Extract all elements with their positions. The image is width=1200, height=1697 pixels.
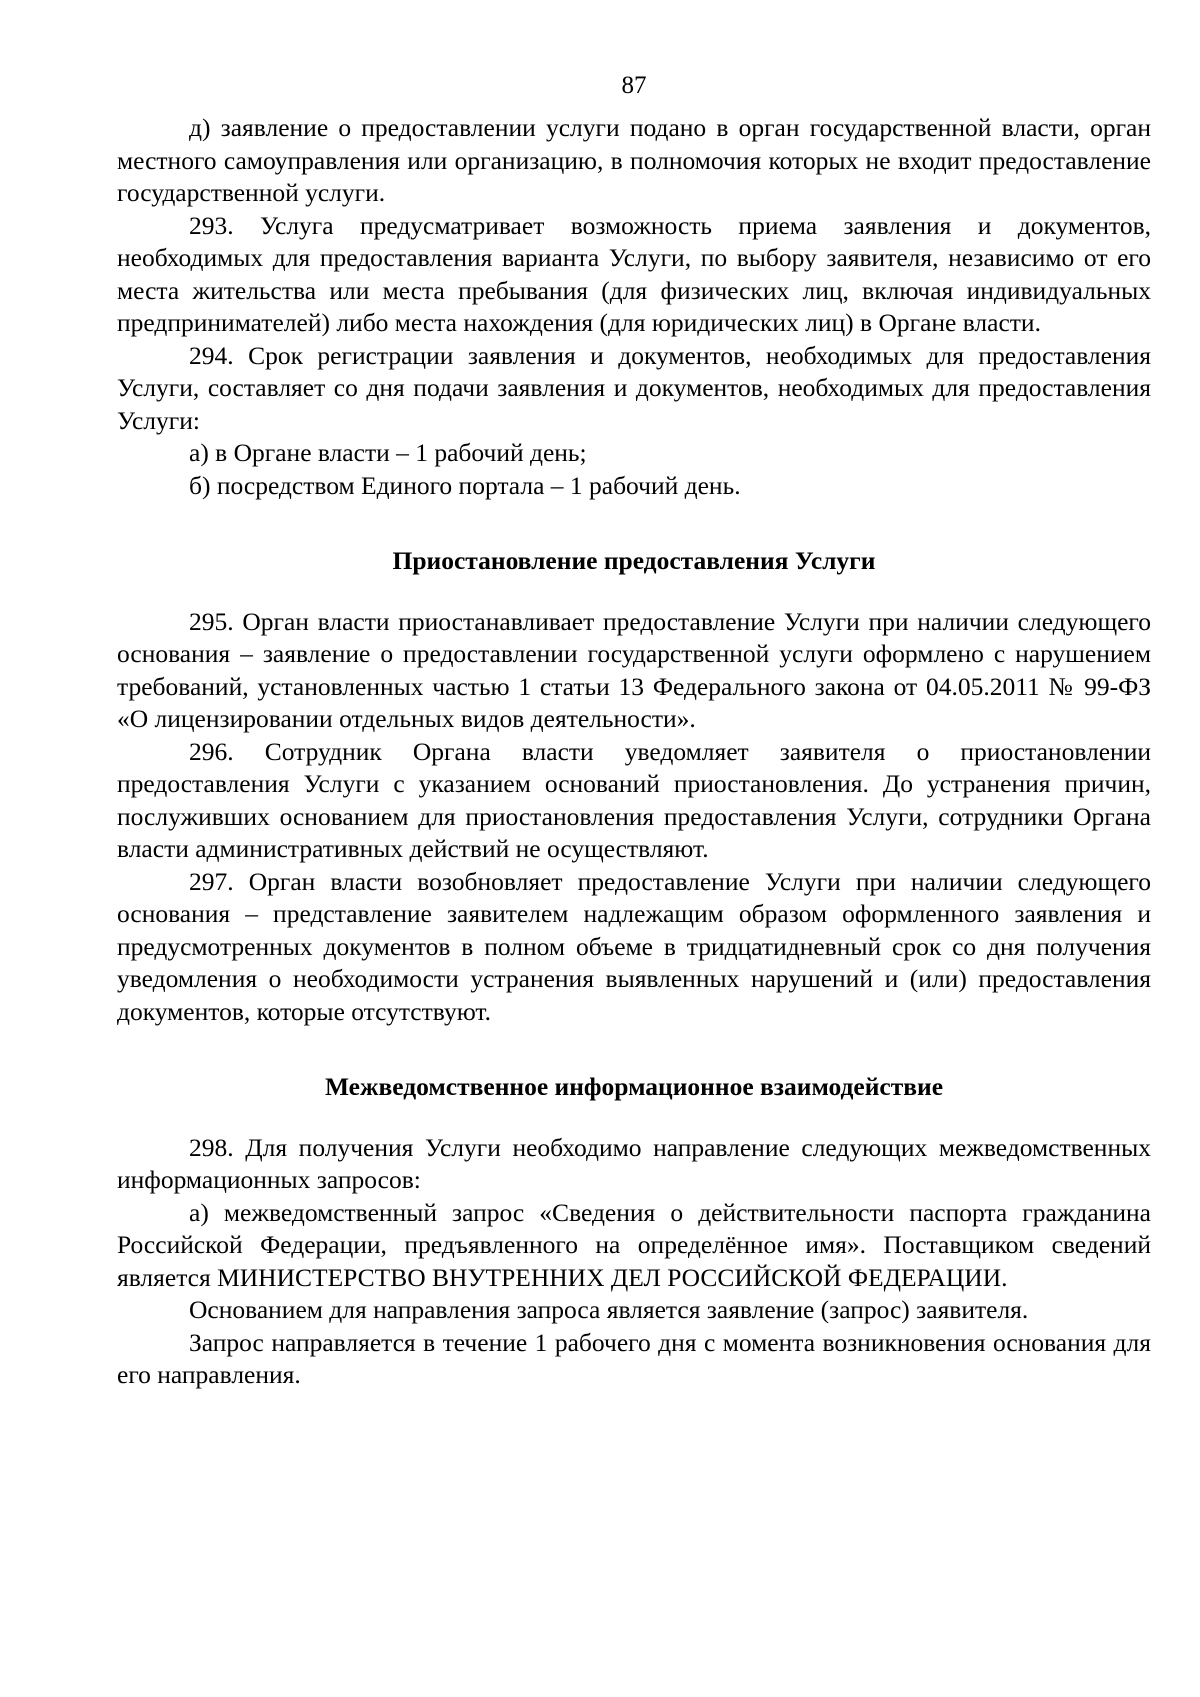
paragraph-294-b: б) посредством Единого портала – 1 рабочий день. bbox=[189, 470, 741, 500]
paragraph-296: 296. Сотрудник Органа власти уведомляет заявителя о приостановлении предоставления Услуги с указанием оснований приостановления. До устранения причин, послуживших основанием для приостановления предоставления Услуги, сотрудники Органа власти административных действий не осуществляют. bbox=[117, 736, 1151, 863]
document-page bbox=[117, 70, 1151, 1392]
section-heading-interagency: Межведомственное информационное взаимодействие bbox=[324, 1072, 944, 1101]
paragraph-298: 298. Для получения Услуги необходимо направление следующих межведомственных информационных запросов: bbox=[117, 1132, 1151, 1194]
paragraph-294: 294. Срок регистрации заявления и документов, необходимых для предоставления Услуги, составляет со дня подачи заявления и документов, необходимых для предоставления Услуги: bbox=[117, 340, 1151, 435]
spacer bbox=[117, 502, 1151, 545]
paragraph-d: д) заявление о предоставлении услуги подано в орган государственной власти, орган местного самоуправления или организацию, в полномочия которых не входит предоставление государственной услуги. bbox=[117, 113, 1151, 207]
section-heading-suspension: Приостановление предоставления Услуги bbox=[392, 546, 876, 575]
paragraph-294-a: а) в Органе власти – 1 рабочий день; bbox=[189, 438, 587, 467]
paragraph-298-a: а) межведомственный запрос «Сведения о действительности паспорта гражданина Российской Федерации, предъявленного на определённое имя». Поставщиком сведений является МИНИСТЕРСТВО ВНУТРЕННИХ ДЕЛ РОССИЙСКОЙ ФЕДЕРАЦИИ. bbox=[117, 1197, 1151, 1292]
paragraph-297: 297. Орган власти возобновляет предоставление Услуги при наличии следующего основания – представление заявителем надлежащим образом оформленного заявления и предусмотренных документов в полном объеме в тридцатидневный срок со дня получения уведомления о необходимости устранения выявленных нарушений и (или) предоставления документов, которые отсутствуют. bbox=[117, 866, 1151, 1026]
spacer bbox=[117, 1028, 1151, 1071]
spacer bbox=[117, 578, 1151, 606]
paragraph-293: 293. Услуга предусматривает возможность приема заявления и документов, необходимых для предоставления варианта Услуги, по выбору заявителя, независимо от его места жительства или места пребывания (для физических лиц, включая индивидуальных предпринимателей) либо места нахождения (для юридических лиц) в Органе власти. bbox=[117, 210, 1151, 337]
spacer bbox=[117, 1104, 1151, 1132]
paragraph-295: 295. Орган власти приостанавливает предоставление Услуги при наличии следующего основания – заявление о предоставлении государственной услуги оформлено с нарушением требований, установленных частью 1 статьи 13 Федерального закона от 04.05.2011 № 99-ФЗ «О лицензировании отдельных видов деятельности». bbox=[117, 606, 1151, 733]
paragraph-request-timing: Запрос направляется в течение 1 рабочего дня с момента возникновения основания для его направления. bbox=[117, 1327, 1151, 1389]
page-number: 87 bbox=[621, 72, 647, 99]
paragraph-request-basis: Основанием для направления запроса является заявление (запрос) заявителя. bbox=[189, 1295, 1029, 1324]
